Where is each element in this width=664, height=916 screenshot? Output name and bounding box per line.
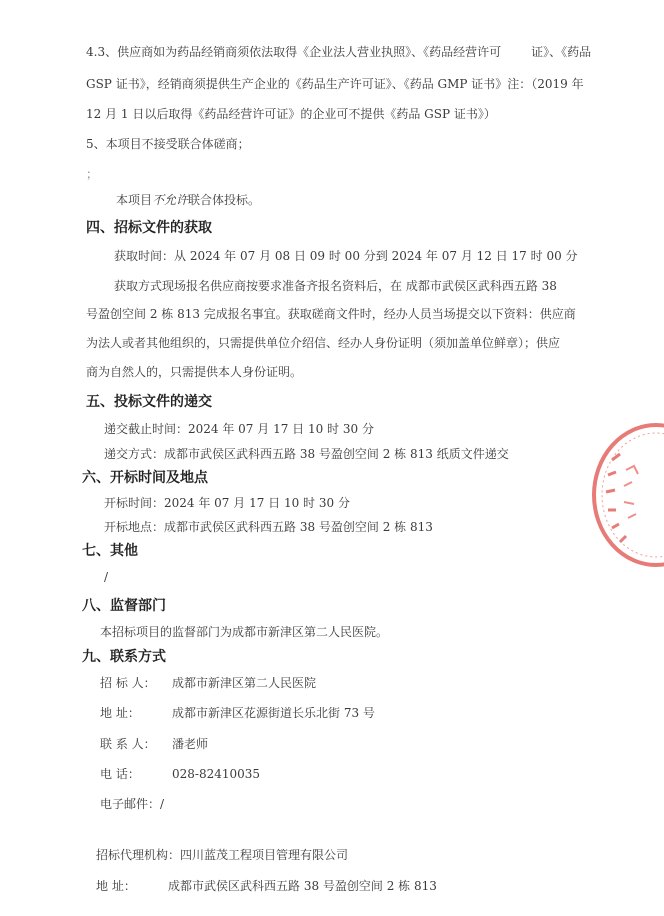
seal-inner-marks xyxy=(624,466,638,518)
acquisition-method-line1: 获取方式现场报名供应商按要求准备齐报名资料后，在 成都市武侯区武科西五路 38 xyxy=(114,279,557,293)
paragraph-4-3-line3: 12 月 1 日以后取得《药品经营许可证》的企业可不提供《药品 GSP 证书》） xyxy=(86,107,496,121)
phone-label: 电 话： xyxy=(100,767,140,781)
acquisition-method-line4: 商为自然人的，只需提供本人身份证明。 xyxy=(86,365,303,379)
address-label: 地 址： xyxy=(100,706,140,720)
section-7-title: 七、其他 xyxy=(82,543,138,559)
seal-marks xyxy=(606,454,626,542)
contact-value: 潘老师 xyxy=(172,737,209,751)
section-4-title: 四、招标文件的获取 xyxy=(86,220,212,236)
agency-label: 招标代理机构： xyxy=(96,848,181,862)
agency-address-label: 地 址： xyxy=(96,879,136,893)
tenderer-row xyxy=(100,675,316,691)
address-row xyxy=(100,705,375,721)
red-seal-stamp xyxy=(586,420,664,570)
section-8-title: 八、监督部门 xyxy=(82,598,166,614)
agency-address-value: 成都市武侯区武科西五路 38 号盈创空间 2 栋 813 xyxy=(168,879,437,893)
section-9-title: 九、联系方式 xyxy=(82,649,166,665)
paragraph-5: 5、本项目不接受联合体磋商； xyxy=(86,137,250,151)
phone-row xyxy=(100,766,260,782)
text: 不允许 xyxy=(152,193,189,207)
email-label: 电子邮件： xyxy=(100,797,161,811)
seal-inner-ring xyxy=(602,433,664,557)
tenderer-value: 成都市新津区第二人民医院 xyxy=(172,676,317,690)
submission-method: 递交方式：成都市武侯区武科西五路 38 号盈创空间 2 栋 813 纸质文件递交 xyxy=(104,447,509,461)
acquisition-method-line2: 号盈创空间 2 栋 813 完成报名事宜。获取磋商文件时，经办人员当场提交以下资料：供应商 xyxy=(86,307,576,321)
contact-label: 联 系 人： xyxy=(100,737,156,751)
text: 联合体投标。 xyxy=(188,193,261,207)
agency-row xyxy=(96,847,348,863)
phone-value: 028-82410035 xyxy=(172,767,261,781)
union-bid-note xyxy=(116,192,260,208)
supervision-content: 本招标项目的监督部门为成都市新津区第二人民医院。 xyxy=(100,625,389,639)
opening-place: 开标地点：成都市武侯区武科西五路 38 号盈创空间 2 栋 813 xyxy=(104,520,433,534)
text: 证》、《药品 xyxy=(531,45,592,59)
acquisition-time: 获取时间：从 2024 年 07 月 08 日 09 时 00 分到 2024 年 07 月 12 日 17 时 00 分 xyxy=(114,249,578,263)
acquisition-method-line3: 为法人或者其他组织的，只需提供单位介绍信、经办人身份证明（须加盖单位鲜章）；供应 xyxy=(86,336,561,350)
agency-value: 四川蓝茂工程项目管理有限公司 xyxy=(180,848,349,862)
seal-ring xyxy=(594,425,664,565)
semicolon-line: ； xyxy=(86,167,99,181)
tenderer-label: 招 标 人： xyxy=(100,676,156,690)
contact-row xyxy=(100,736,208,752)
opening-time: 开标时间：2024 年 07 月 17 日 10 时 30 分 xyxy=(104,496,350,510)
agency-address-row xyxy=(96,878,437,894)
text: 本项目 xyxy=(116,193,153,207)
text: 4.3、供应商如为药品经销商须依法取得《企业法人营业执照》、《药品经营许可 xyxy=(86,45,502,59)
submission-deadline: 递交截止时间：2024 年 07 月 17 日 10 时 30 分 xyxy=(104,422,374,436)
paragraph-4-3-line2: GSP 证书》，经销商须提供生产企业的《药品生产许可证》、《药品 GMP 证书》注：（2019 年 xyxy=(86,77,584,91)
email-row xyxy=(100,796,164,812)
other-content: / xyxy=(104,570,109,584)
address-value: 成都市新津区花源街道长乐北街 73 号 xyxy=(172,706,375,720)
section-5-title: 五、投标文件的递交 xyxy=(86,394,212,410)
email-value: / xyxy=(160,797,165,811)
section-6-title: 六、开标时间及地点 xyxy=(82,470,208,486)
paragraph-4-3-line1 xyxy=(86,44,591,60)
